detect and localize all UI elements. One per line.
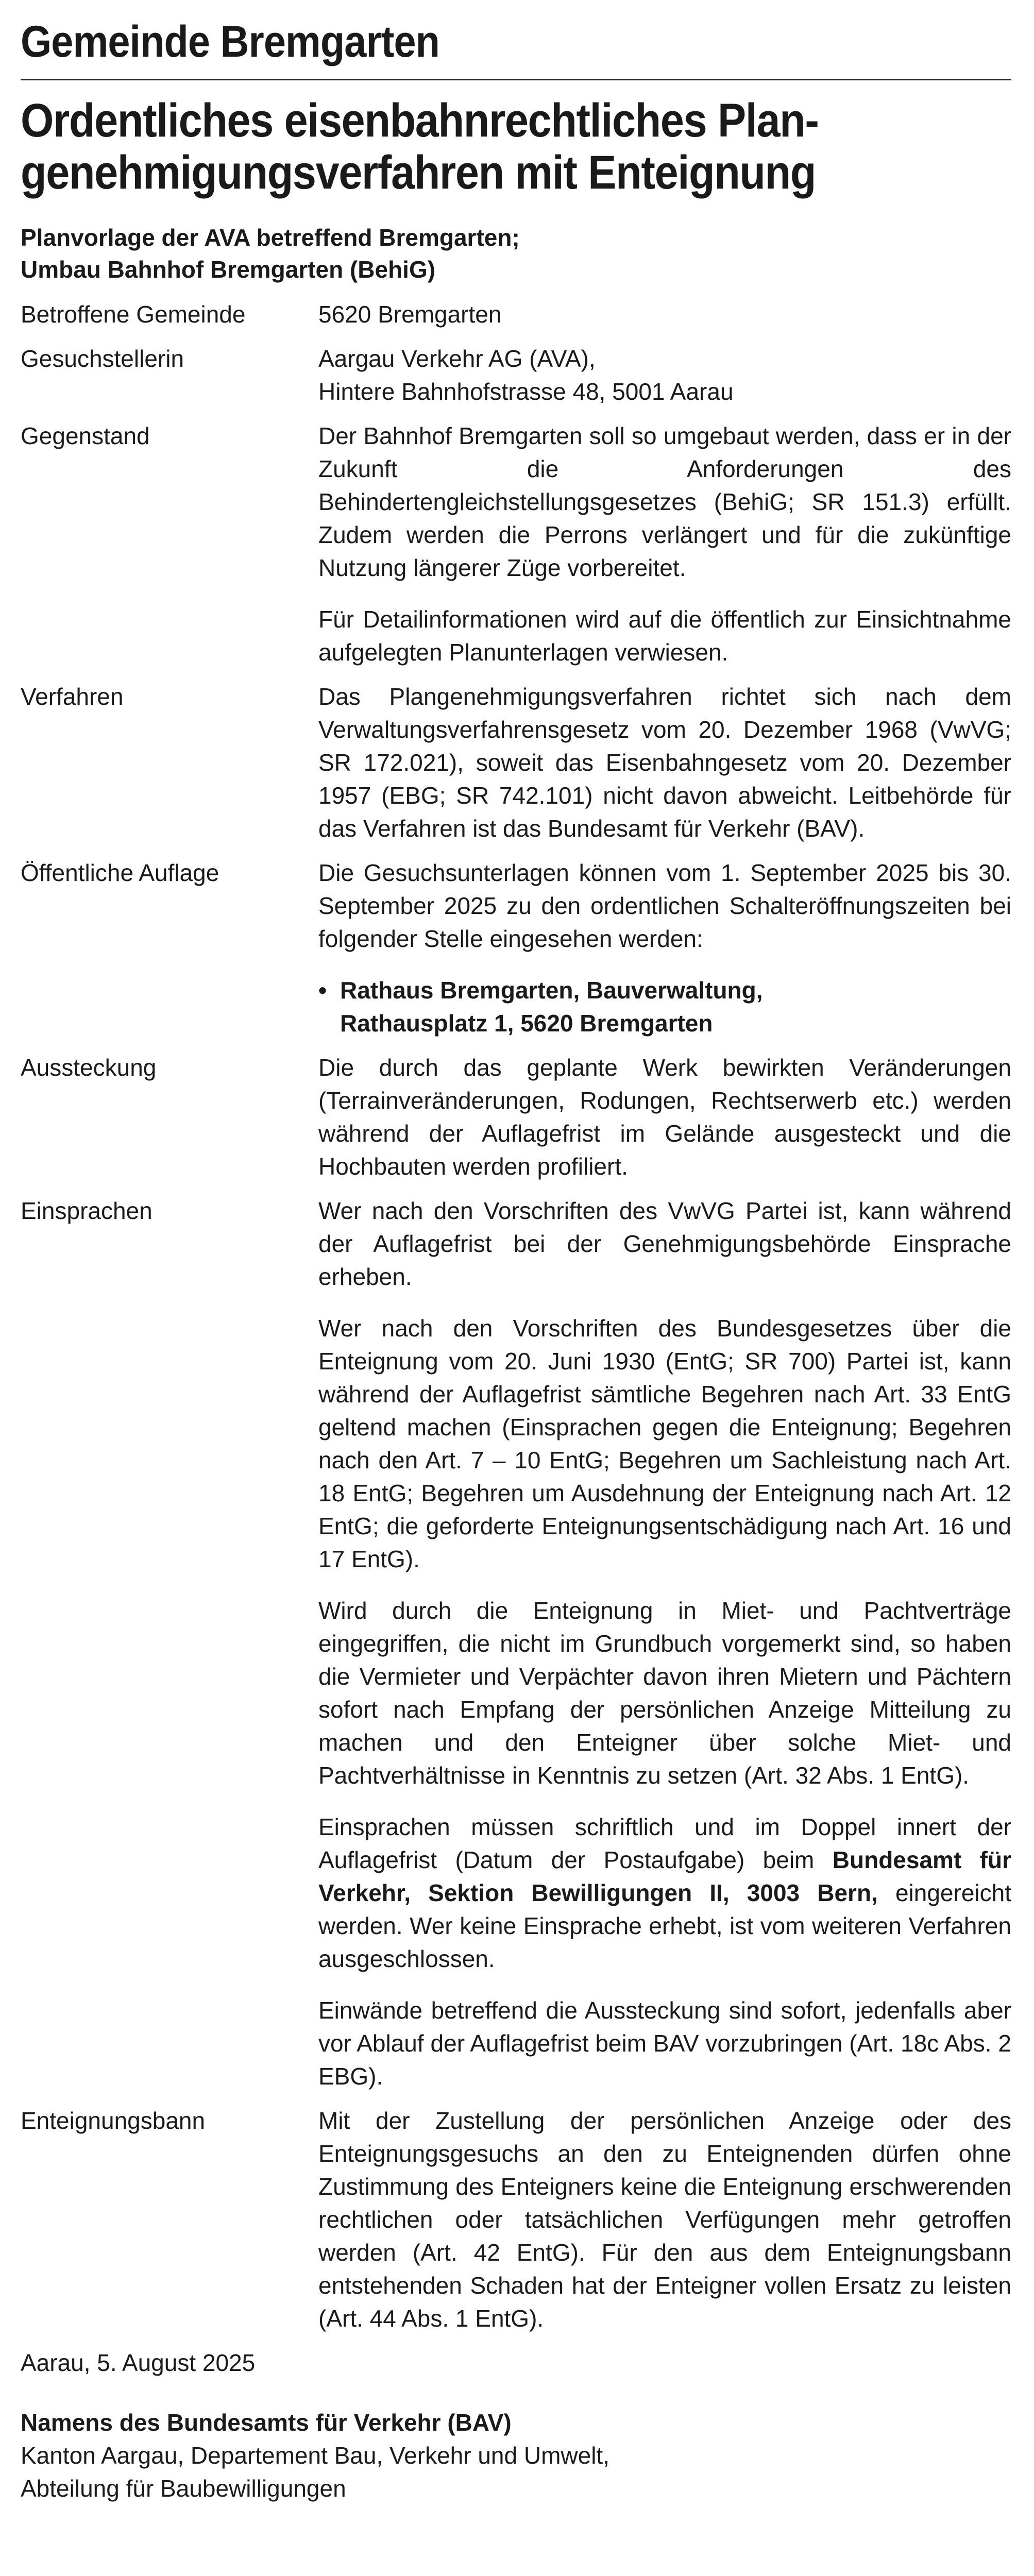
title-line-2: genehmigungsverfahren mit Enteignung xyxy=(21,146,816,199)
text-run: eingereicht werden. Wer keine Einsprache erhebt, ist vom weiteren Verfahren ausgeschlossen. xyxy=(318,1879,1011,1972)
section-content xyxy=(318,342,1011,408)
paragraph: Einwände betreffend die Aussteckung sind sofort, jedenfalls aber vor Ablauf der Auflagefrist beim BAV vorzubringen (Art. 18c Abs. 2 EBG). xyxy=(318,1996,1011,2090)
applicant-address: Hintere Bahnhofstrasse 48, 5001 Aarau xyxy=(318,378,734,405)
section-content xyxy=(318,2104,1011,2335)
section-label: Aussteckung xyxy=(21,1054,157,1081)
section-gegenstand xyxy=(21,419,1011,669)
paragraph: Die Gesuchsunterlagen können vom 1. September 2025 bis 30. September 2025 zu den ordentlichen Schalteröffnungszeiten bei folgender Stelle eingesehen werden: xyxy=(318,859,1011,952)
bullet-icon: • xyxy=(318,976,327,1004)
section-content xyxy=(318,419,1011,669)
paragraph: Der Bahnhof Bremgarten soll so umgebaut werden, dass er in der Zukunft die Anforderungen des Behindertengleichstellungsgesetzes (BehiG; SR 151.3) erfüllt. Zudem werden die Perrons verlängert und für die zukünftige Nutzung längerer Züge vorbereitet. xyxy=(318,422,1011,581)
signature-title: Namens des Bundesamts für Verkehr (BAV) xyxy=(21,2409,512,2436)
section-label: Betroffene Gemeinde xyxy=(21,300,246,328)
text-run: Einsprachen müssen schriftlich und im Doppel innert der Auflagefrist (Datum der Postaufgabe) beim xyxy=(318,1813,1011,1873)
paragraph: Für Detailinformationen wird auf die öffentlich zur Einsichtnahme aufgelegten Planunterlagen verwiesen. xyxy=(318,605,1011,666)
place-date: Aarau, 5. August 2025 xyxy=(21,2349,256,2376)
section-content xyxy=(318,1194,1011,2093)
section-content xyxy=(318,856,1011,1040)
paragraph: Wer nach den Vorschriften des Bundesgesetzes über die Enteignung vom 20. Juni 1930 (EntG; SR 700) Partei ist, kann während der Auflagefrist sämtliche Begehren nach Art. 33 EntG geltend machen (Einsprachen gegen die Enteignung; Begehren nach den Art. 7 – 10 EntG; Begehren um Sachleistung nach Art. 18 EntG; Begehren um Ausdehnung der Enteignung nach Art. 12 EntG; die geforderte Enteignungsentschädigung nach Art. 16 und 17 EntG). xyxy=(318,1314,1011,1572)
section-content: 5620 Bremgarten xyxy=(318,300,502,328)
section-label: Gesuchstellerin xyxy=(21,345,184,372)
paragraph: Das Plangenehmigungsverfahren richtet sich nach dem Verwaltungsverfahrensgesetz vom 20. Dezember 1968 (VwVG; SR 172.021), soweit das Eisenbahngesetz vom 20. Dezember 1957 (EBG; SR 742.101) nicht davon abweicht. Leitbehörde für das Verfahren ist das Bundesamt für Verkehr (BAV). xyxy=(318,683,1011,842)
subtitle-line-1: Planvorlage der AVA betreffend Bremgarten; xyxy=(21,224,520,251)
section-gesuchstellerin xyxy=(21,342,1011,408)
authority-address: Bundesamt für Verkehr, Sektion Bewilligungen II, 3003 Bern, xyxy=(318,1846,1011,1906)
section-label: Öffentliche Auflage xyxy=(21,859,219,886)
header-divider xyxy=(21,79,1011,80)
section-label: Verfahren xyxy=(21,683,124,710)
section-einsprachen xyxy=(21,1194,1011,2093)
paragraph: Die durch das geplante Werk bewirkten Veränderungen (Terrainveränderungen, Rodungen, Rechtserwerb etc.) werden während der Auflagefrist im Gelände ausgesteckt und die Hochbauten werden profiliert. xyxy=(318,1054,1011,1180)
inspection-address xyxy=(340,974,763,1040)
address-line-1: Rathaus Bremgarten, Bauverwaltung, xyxy=(340,976,763,1004)
paragraph: Mit der Zustellung der persönlichen Anzeige oder des Enteignungsgesuchs an den zu Enteignenden dürfen ohne Zustimmung des Enteigners keine die Enteignung erschwerenden rechtlichen oder tatsächlichen Verfügungen mehr getroffen werden (Art. 42 EntG). Für den aus dem Enteignungsbann entstehenden Schaden hat der Enteigner vollen Ersatz zu leisten (Art. 44 Abs. 1 EntG). xyxy=(318,2107,1011,2332)
paragraph: Wer nach den Vorschriften des VwVG Partei ist, kann während der Auflagefrist bei der Genehmigungsbehörde Einsprache erheben. xyxy=(318,1197,1011,1290)
address-line-2: Rathausplatz 1, 5620 Bremgarten xyxy=(340,1009,713,1037)
applicant-name: Aargau Verkehr AG (AVA), xyxy=(318,345,596,372)
section-content xyxy=(318,1051,1011,1183)
section-label: Einsprachen xyxy=(21,1197,152,1224)
paragraph: Wird durch die Enteignung in Miet- und Pachtverträge eingegriffen, die nicht im Grundbuch vorgemerkt sind, so haben die Vermieter und Verpächter davon ihren Mietern und Pächtern sofort nach Empfang der persönlichen Anzeige Mitteilung zu machen und den Enteigner über solche Miet- und Pachtverhältnisse in Kenntnis zu setzen (Art. 32 Abs. 1 EntG). xyxy=(318,1597,1011,1789)
signature-line-2: Abteilung für Baubewilligungen xyxy=(21,2475,346,2502)
section-enteignungsbann xyxy=(21,2104,1011,2335)
subtitle-line-2: Umbau Bahnhof Bremgarten (BehiG) xyxy=(21,256,436,283)
section-auflage xyxy=(21,856,1011,1040)
subtitle xyxy=(21,222,1011,285)
signature-line-1: Kanton Aargau, Departement Bau, Verkehr und Umwelt, xyxy=(21,2442,609,2469)
section-gemeinde xyxy=(21,298,1011,331)
inspection-location xyxy=(318,974,1011,1040)
section-label: Gegenstand xyxy=(21,422,150,449)
page-title xyxy=(21,95,912,199)
section-verfahren xyxy=(21,680,1011,845)
municipality-heading: Gemeinde Bremgarten xyxy=(21,17,440,66)
section-content xyxy=(318,680,1011,845)
section-label: Enteignungsbann xyxy=(21,2107,206,2134)
section-aussteckung xyxy=(21,1051,1011,1183)
title-line-1: Ordentliches eisenbahnrechtliches Plan- xyxy=(21,94,819,147)
paragraph xyxy=(318,1810,1011,1975)
